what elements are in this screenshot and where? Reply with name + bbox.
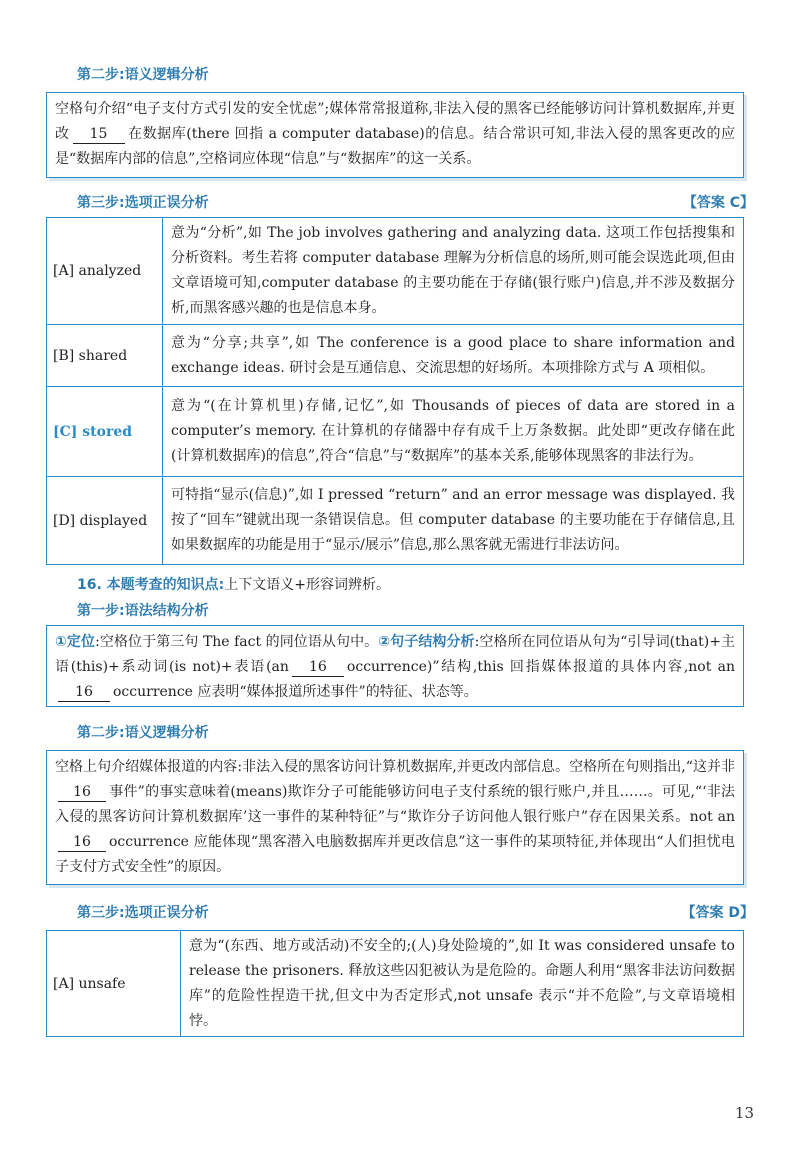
structure-label: ②句子结构分析	[378, 634, 475, 650]
logic-analysis-box-q16	[46, 750, 744, 885]
question-16-heading	[77, 574, 390, 594]
option-row-a	[47, 931, 744, 1037]
page-number: 13	[734, 1104, 754, 1122]
blank-16: 16	[58, 683, 110, 702]
structure-text-a: :空格所在同位语从句为“引导词(that)+主语(this)+系动词(is not)+表语(an	[55, 634, 736, 675]
option-label-a: [A] unsafe	[47, 931, 181, 1037]
question-16-topic: 上下文语义+形容词辨析。	[224, 577, 391, 593]
logic-text-part-a: 空格句介绍“电子支付方式引发的安全忧虑”;媒体常常报道称,非法入侵的黑客已经能够访问计算机数据库,并更改	[55, 101, 735, 142]
answer-badge-q15: 【答案 C】	[682, 195, 754, 211]
option-text-a: 意为“(东西、地方或活动)不安全的;(人)身处险境的”,如 It was considered unsafe to release the prisoners. 释放这些囚犯被认为是危险的。命题人利用“黑客非法访问数据库”的危险性捏造干扰,但文中为否定形式,not unsafe 表示“并不危险”,与文章语境相悖。	[181, 931, 744, 1037]
blank-16: 16	[292, 658, 344, 677]
option-text-a: 意为“分析”,如 The job involves gathering and analyzing data. 这项工作包括搜集和分析资料。考生若将 computer database 理解为分析信息的场所,则可能会误选此项,但由文章语境可知,computer database 的主要功能在于存储(银行账户)信息,并不涉及数据分析,而黑客感兴趣的也是信息本身。	[163, 218, 744, 325]
option-text-c: 意为“(在计算机里)存储,记忆”,如 Thousands of pieces of data are stored in a computer’s memory. 在计算机的存储器中存有成千上万条数据。此处即“更改存储在此(计算机数据库)的信息”,符合“信息”与“数据库”的基本关系,能够体现黑客的非法行为。	[163, 387, 744, 477]
option-label-a: [A] analyzed	[47, 218, 163, 325]
options-table-q16	[46, 930, 744, 1037]
answer-badge-q16: 【答案 D】	[681, 905, 754, 921]
step3-title-q15: 第三步:选项正误分析	[77, 195, 209, 211]
question-16-number: 16. 本题考查的知识点:	[77, 577, 225, 593]
grammar-analysis-box-q16	[46, 625, 744, 707]
option-label-d: [D] displayed	[47, 477, 163, 565]
option-row-d	[47, 477, 744, 565]
blank-15: 15	[73, 125, 125, 144]
blank-16: 16	[58, 833, 106, 852]
locate-text: :空格位于第三句 The fact 的同位语从句中。	[95, 634, 379, 650]
option-label-c-correct: [C] stored	[47, 387, 163, 477]
logic-text-part-c: occurrence 应能体现“黑客潜入电脑数据库并更改信息”这一事件的某项特征,并体现出“人们担忧电子支付方式安全性”的原因。	[55, 834, 735, 875]
option-text-d: 可特指“显示(信息)”,如 I pressed “return” and an error message was displayed. 我按了“回车”键就出现一条错误信息。但 computer database 的主要功能在于存储信息,且如果数据库的功能是用于“显示/展示”信息,那么黑客就无需进行非法访问。	[163, 477, 744, 565]
option-label-b: [B] shared	[47, 325, 163, 387]
step2-title-q15: 第二步:语义逻辑分析	[77, 67, 209, 83]
logic-text-part-b: 事件”的事实意味着(means)欺诈分子可能能够访问电子支付系统的银行账户,并且……。可见,“‘非法入侵的黑客访问计算机数据库’这一事件的某种特征”与“欺诈分子访问他人银行账户”存在因果关系。not an	[55, 784, 735, 825]
step2-title-q16: 第二步:语义逻辑分析	[77, 725, 209, 741]
structure-text-b: occurrence)”结构,this 回指媒体报道的具体内容,not an	[346, 659, 735, 675]
logic-analysis-box-q15	[46, 92, 744, 178]
structure-text-c: occurrence 应表明“媒体报道所述事件”的特征、状态等。	[113, 684, 478, 700]
step3-title-q16: 第三步:选项正误分析	[77, 905, 209, 921]
locate-label: ①定位	[55, 634, 96, 650]
option-text-b: 意为“分享;共享”,如 The conference is a good place to share information and exchange ideas. 研讨会是互通信息、交流思想的好场所。本项排除方式与 A 项相似。	[163, 325, 744, 387]
option-row-b	[47, 325, 744, 387]
options-table-q15	[46, 217, 744, 565]
option-row-c	[47, 387, 744, 477]
blank-16: 16	[58, 783, 106, 802]
logic-text-part-b: 在数据库(there 回指 a computer database)的信息。结合常识可知,非法入侵的黑客更改的应是“数据库内部的信息”,空格词应体现“信息”与“数据库”的这一关系。	[55, 126, 735, 167]
option-row-a	[47, 218, 744, 325]
step1-title-q16: 第一步:语法结构分析	[77, 603, 209, 619]
logic-text-part-a: 空格上句介绍媒体报道的内容:非法入侵的黑客访问计算机数据库,并更改内部信息。空格所在句则指出,“这并非	[55, 759, 735, 775]
